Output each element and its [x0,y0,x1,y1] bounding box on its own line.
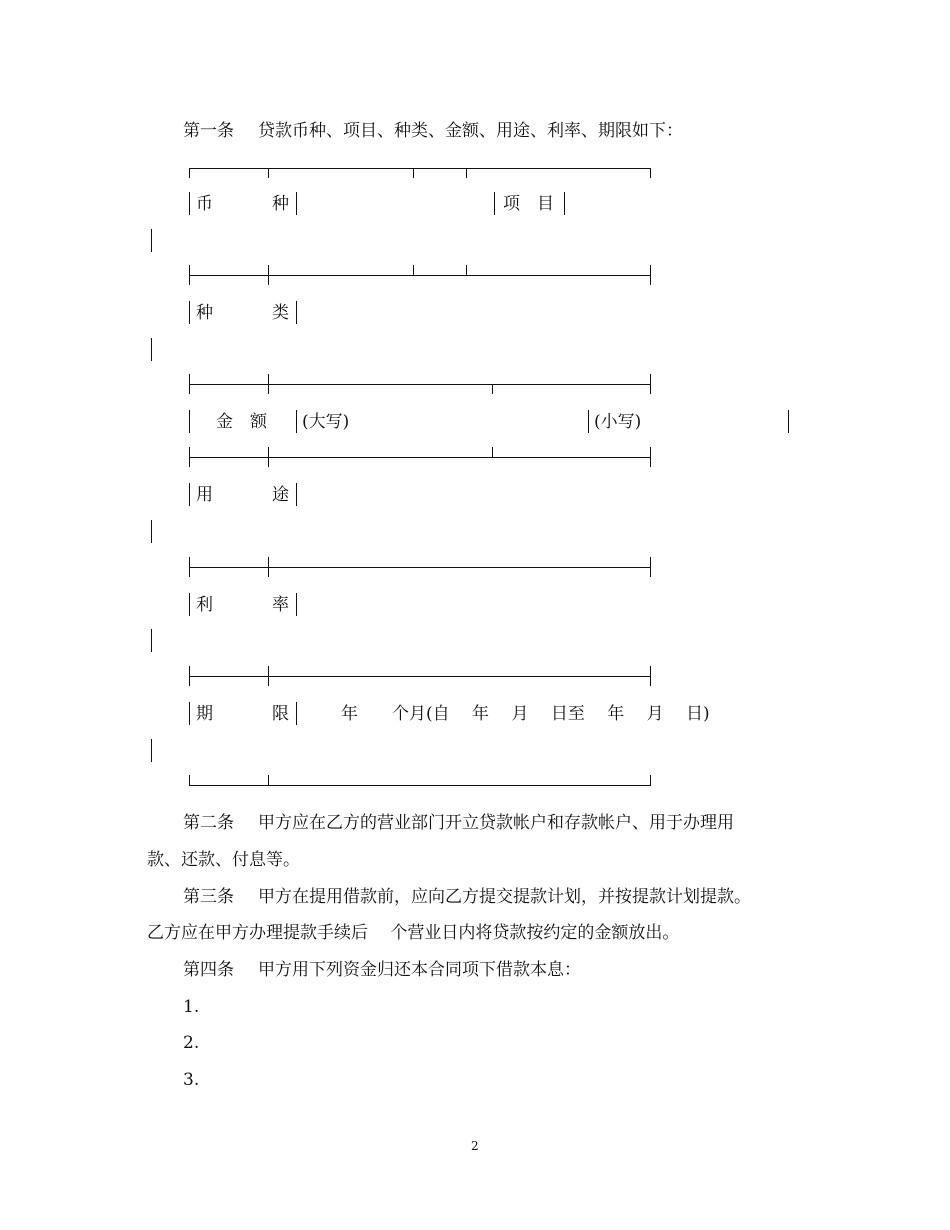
table-rule [189,785,651,786]
table-tick [650,447,651,467]
table-tick [189,447,190,467]
article-2-line-2: 款、还款、付息等。 [147,850,300,870]
rate-label-b: 率 [272,595,289,615]
table-bar [189,192,190,215]
currency-label-b: 种 [272,194,289,214]
amount-upper-label: (大写) [302,412,350,432]
table-bar [189,483,190,506]
list-item: 1. [183,997,200,1017]
type-label-b: 类 [272,303,289,323]
table-bar-wrap [151,338,152,361]
table-bar-wrap [151,629,152,652]
table-tick [466,265,467,275]
table-bar [564,192,565,215]
list-item: 2. [183,1033,200,1053]
amount-lower-label: (小写) [594,412,642,432]
use-label-b: 途 [272,485,289,505]
table-tick [650,374,651,394]
article-3-line-2: 乙方应在甲方办理提款手续后 个营业日内将贷款按约定的金额放出。 [147,923,680,943]
table-bar [189,593,190,616]
type-label-a: 种 [196,303,213,323]
table-tick [189,374,190,394]
table-bar [296,192,297,215]
table-tick [650,666,651,686]
table-bar [189,702,190,725]
table-tick [268,168,269,178]
table-tick [650,265,651,285]
table-tick [650,557,651,577]
table-tick [268,775,269,785]
table-bar-wrap [151,739,152,762]
table-rule [189,457,651,458]
table-bar [296,593,297,616]
table-bar [788,410,789,433]
list-item: 3. [183,1070,200,1090]
table-tick [189,775,190,785]
term-label-b: 限 [272,704,289,724]
table-tick [189,265,190,285]
table-tick [492,384,493,394]
table-tick [189,666,190,686]
currency-label-a: 币 [196,194,213,214]
table-bar-wrap [151,229,152,252]
item-label: 项 目 [503,194,554,214]
table-tick [268,447,269,467]
article-2-heading: 第二条 [183,813,234,833]
table-tick [189,557,190,577]
table-tick [650,775,651,785]
table-tick [189,168,190,178]
table-tick [650,168,651,178]
table-tick [268,666,269,686]
table-rule [189,384,651,385]
table-rule [189,676,651,677]
table-tick [268,557,269,577]
table-rule [189,567,651,568]
article-4-heading: 第四条 [183,960,234,980]
article-1-text: 贷款币种、项目、种类、金额、用途、利率、期限如下： [258,121,683,141]
table-bar [296,483,297,506]
table-tick [268,265,269,285]
table-bar [494,192,495,215]
article-1-heading: 第一条 [183,121,234,141]
table-rule [189,168,651,169]
table-rule [189,275,651,276]
table-tick [413,168,414,178]
table-tick [492,447,493,457]
article-4-text: 甲方用下列资金归还本合同项下借款本息： [258,960,581,980]
table-bar [296,301,297,324]
page-number: 2 [471,1139,479,1153]
table-bar [189,301,190,324]
rate-label-a: 利 [196,595,213,615]
term-text: 年 个月(自 年 月 日至 年 月 日) [341,704,710,724]
table-bar [296,410,297,433]
article-2-line-1: 甲方应在乙方的营业部门开立贷款帐户和存款帐户、用于办理用 [258,813,734,833]
table-bar-wrap [151,520,152,543]
table-tick [413,265,414,275]
term-label-a: 期 [196,704,213,724]
table-tick [466,168,467,178]
use-label-a: 用 [196,485,213,505]
table-bar [189,410,190,433]
amount-label: 金 额 [216,412,267,432]
article-3-heading: 第三条 [183,887,234,907]
table-bar [296,702,297,725]
table-bar [588,410,589,433]
table-tick [268,374,269,394]
article-3-line-1: 甲方在提用借款前，应向乙方提交提款计划，并按提款计划提款。 [258,887,751,907]
